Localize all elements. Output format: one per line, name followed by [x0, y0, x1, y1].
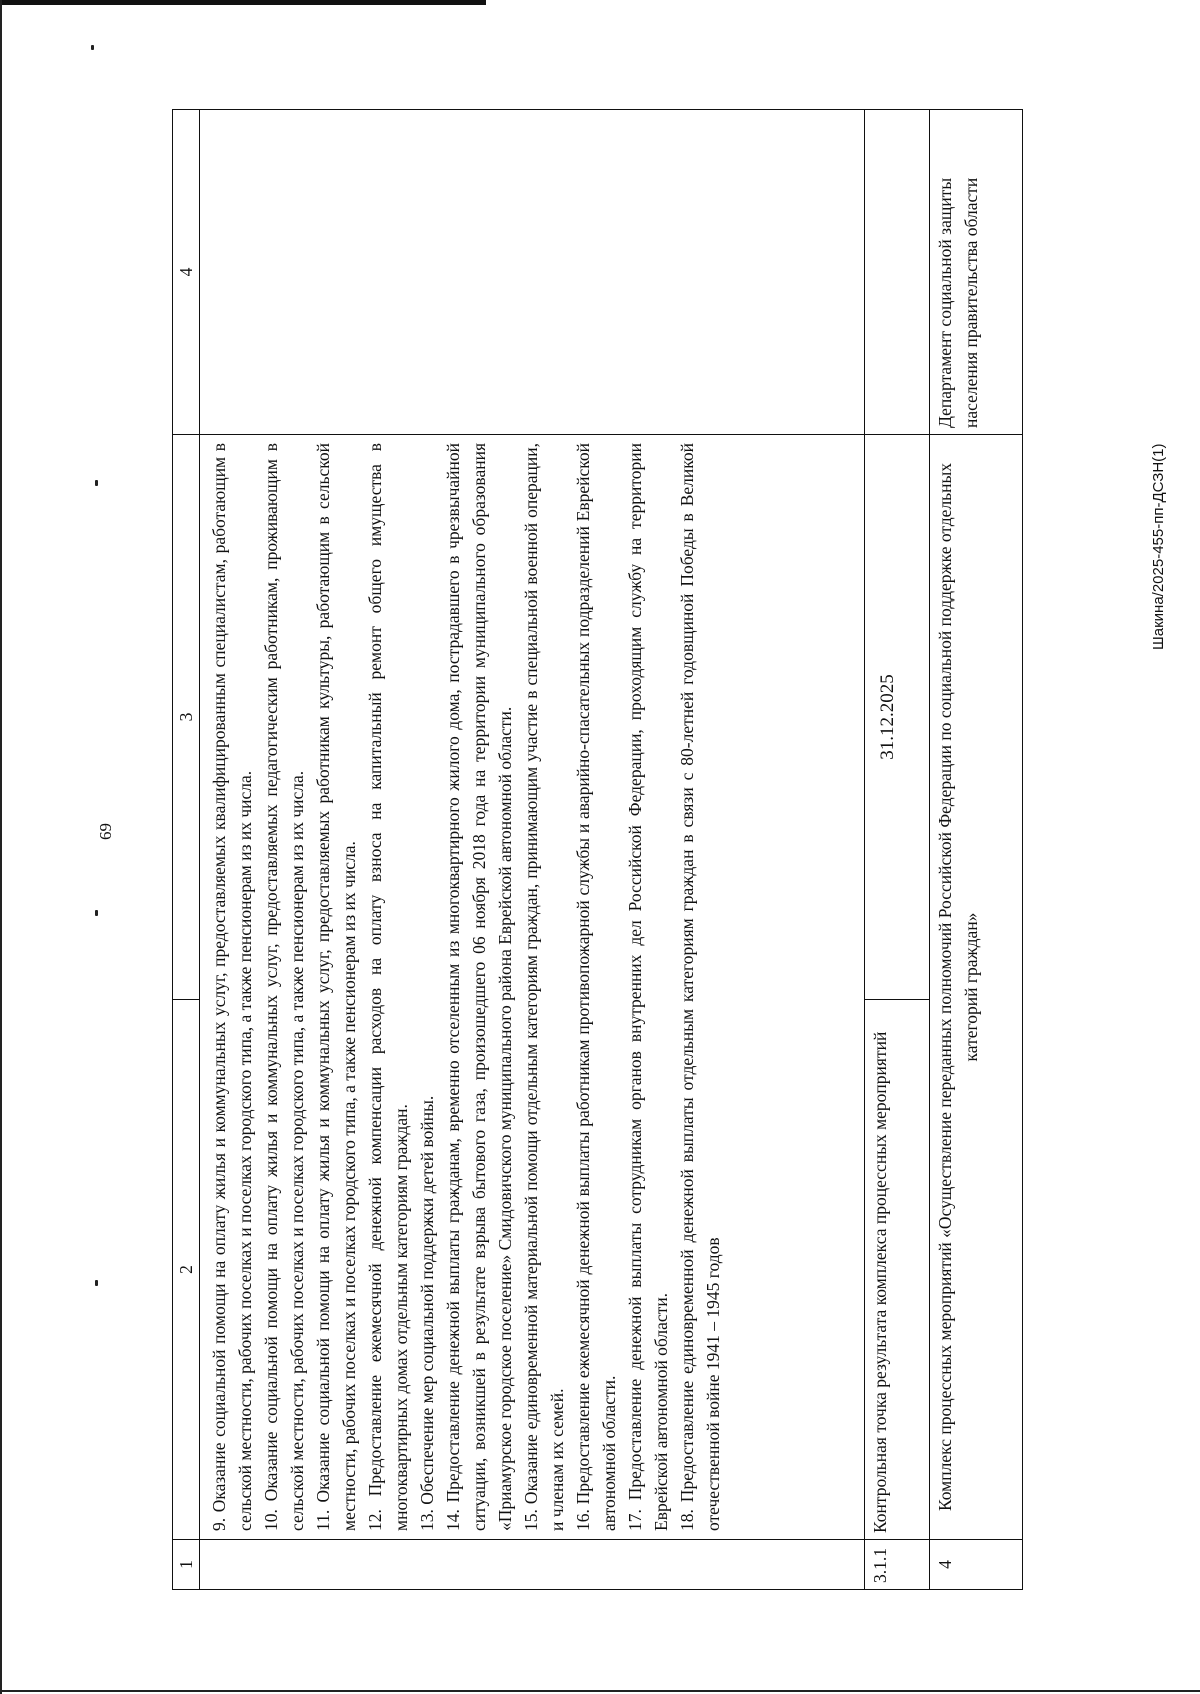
scan-speck	[91, 45, 94, 50]
activity-item: 18. Предоставление единовременной денежной выплаты отдельным категориям граждан в связи с 80-летней годовщиной Победы в Великой отечественной войне 1941 – 1945 годов	[677, 443, 723, 1531]
header-cell: 4	[173, 110, 200, 435]
document-footer-code: Шакина/2025-455-пп-ДСЗН(1)	[1150, 443, 1167, 650]
scan-speck	[95, 480, 98, 486]
header-cell: 2	[173, 1000, 200, 1540]
header-cell: 3	[173, 435, 200, 1000]
scan-speck	[95, 1280, 98, 1286]
checkpoint-responsible-cell	[865, 110, 930, 435]
row-number-cell: 4	[930, 1540, 1023, 1590]
scan-edge-left	[0, 0, 2, 1694]
checkpoint-name-cell: Контрольная точка результата комплекса процессных мероприятий	[865, 1000, 930, 1540]
checkpoint-date-cell: 31.12.2025	[865, 435, 930, 1000]
table-row-complex	[930, 110, 1023, 1590]
scan-edge-bottom	[0, 1690, 1200, 1692]
activity-item: 14. Предоставление денежной выплаты гражданам, временно отселенным из многоквартирного жилого дома, пострадавшего в чрезвычайной ситуации, возникшей в результате взрыва бытового газа, произошедшего 06 ноября 2018 года на территории муниципального образования «Приамурское городское поселение» Смидовичского муниципального района Еврейской автономной области.	[443, 443, 515, 1531]
activity-item: 17. Предоставление денежной выплаты сотрудникам органов внутренних дел Российской Федерации, проходящим службу на территории Еврейской автономной области.	[625, 443, 671, 1531]
header-cell: 1	[173, 1540, 200, 1590]
scan-speck	[95, 910, 98, 916]
row-number-cell-empty	[200, 1540, 865, 1590]
activity-item: 11. Оказание социальной помощи на оплату жилья и коммунальных услуг, предоставляемых работникам культуры, работающим в сельской местности, рабочих поселках и поселках городского типа, а также пенсионерам из их числа.	[313, 443, 359, 1531]
activity-item: 9. Оказание социальной помощи на оплату жилья и коммунальных услуг, предоставляемых квалифицированным специалистам, работающим в сельской местности, рабочих поселках и поселках городского типа, а также пенсионерам из их числа.	[209, 443, 255, 1531]
activities-list-cell	[200, 435, 865, 1540]
table-row-checkpoint	[865, 110, 930, 1590]
table-row-continuation	[200, 110, 865, 1590]
row-number-cell: 3.1.1	[865, 1540, 930, 1590]
page-number: 69	[96, 823, 115, 840]
responsible-cell-empty	[200, 110, 865, 435]
activity-item: 16. Предоставление ежемесячной денежной выплаты работникам противопожарной службы и аварийно-спасательных подразделений Еврейской автономной области.	[573, 443, 619, 1531]
activity-item: 12. Предоставление ежемесячной денежной компенсации расходов на оплату взноса на капитальный ремонт общего имущества в многоквартирных домах отдельным категориям граждан.	[365, 443, 411, 1531]
activity-item: 15. Оказание единовременной материальной помощи отдельным категориям граждан, принимающим участие в специальной военной операции, и членам их семей.	[521, 443, 567, 1531]
table-header-row	[173, 110, 200, 1590]
rotated-table-wrapper	[172, 110, 1023, 1590]
activity-item: 10. Оказание социальной помощи на оплату жилья и коммунальных услуг, предоставляемых педагогическим работникам, проживающим в сельской местности, рабочих поселках и поселках городского типа, а также пенсионерам из их числа.	[261, 443, 307, 1531]
activities-table	[172, 109, 1023, 1590]
activity-item: 13. Обеспечение мер социальной поддержки детей войны.	[417, 1095, 437, 1531]
scan-edge-bar	[0, 0, 486, 5]
complex-name-cell: Комплекс процессных мероприятий «Осуществление переданных полномочий Российской Федерации по социальной поддержке отдельных категорий граждан»	[930, 435, 1023, 1540]
complex-responsible-cell: Департамент социальной защиты населения правительства области	[930, 110, 1023, 435]
